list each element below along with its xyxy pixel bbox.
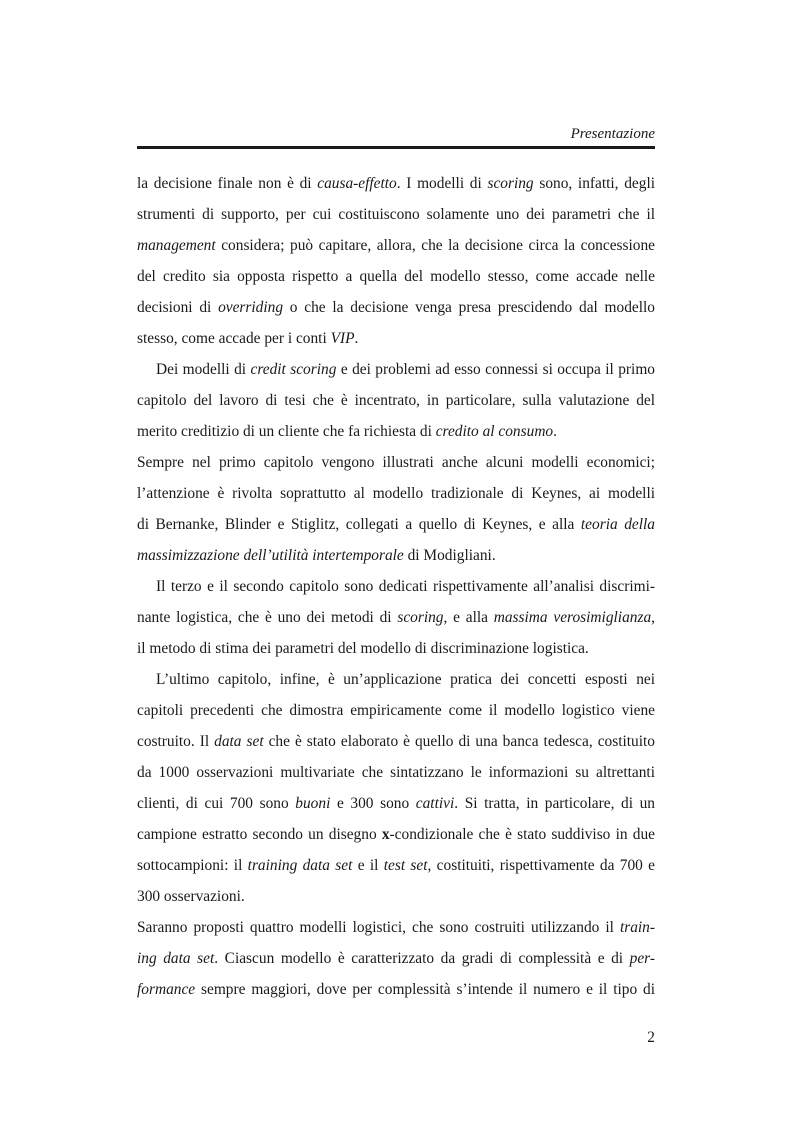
text-run: sottocampioni: il bbox=[137, 857, 248, 874]
text-run: Dei modelli di bbox=[156, 361, 251, 378]
text-run: capitolo del lavoro di tesi che è incentrato, in particolare, sulla valutazione del bbox=[137, 392, 655, 409]
text-line bbox=[156, 577, 655, 597]
text-run: campione estratto secondo un disegno bbox=[137, 826, 382, 843]
italic-text: massima verosimiglianza bbox=[493, 609, 652, 626]
italic-text: buoni bbox=[295, 795, 331, 812]
text-run: . bbox=[553, 423, 557, 440]
text-run: che è stato elaborato è quello di una banca tedesca, costituito bbox=[263, 733, 655, 750]
italic-text: data set bbox=[214, 733, 264, 750]
text-run: di Modigliani. bbox=[403, 547, 496, 564]
text-run: considera; può capitare, allora, che la decisione circa la concessione bbox=[215, 237, 655, 254]
text-run: L’ultimo capitolo, infine, è un’applicazione pratica dei concetti esposti nei bbox=[156, 671, 655, 688]
bold-text: x bbox=[381, 826, 390, 843]
text-run: da 1000 osservazioni multivariate che sintatizzano le informazioni su altrettanti bbox=[137, 764, 655, 781]
italic-text: VIP bbox=[330, 330, 355, 347]
text-run: decisioni di bbox=[137, 299, 219, 316]
text-run: e il bbox=[352, 857, 384, 874]
text-run: sono, infatti, degli bbox=[533, 175, 655, 192]
text-run: merito creditizio di un cliente che fa richiesta di bbox=[137, 423, 436, 440]
text-run: 300 osservazioni. bbox=[137, 888, 245, 905]
text-run: . Ciascun modello è caratterizzato da gradi di complessità e di bbox=[214, 950, 630, 967]
text-line bbox=[137, 639, 655, 659]
text-run: il metodo di stima dei parametri del modello di discriminazione logistica. bbox=[137, 640, 589, 657]
text-line bbox=[137, 608, 655, 628]
italic-text: test set bbox=[383, 857, 428, 874]
italic-text: scoring bbox=[487, 175, 534, 192]
italic-text: per- bbox=[629, 950, 655, 967]
text-run: , costituiti, rispettivamente da 700 e bbox=[427, 857, 655, 874]
italic-text: credit scoring bbox=[250, 361, 337, 378]
text-run: sempre maggiori, dove per complessità s’intende il numero e il tipo di bbox=[195, 981, 655, 998]
text-line bbox=[156, 360, 655, 380]
italic-text: ing data set bbox=[137, 950, 215, 967]
text-line bbox=[137, 794, 655, 814]
text-run: di Bernanke, Blinder e Stiglitz, collegati a quello di Keynes, e alla bbox=[137, 516, 581, 533]
text-line bbox=[137, 391, 655, 411]
text-line bbox=[137, 980, 655, 1000]
text-line bbox=[137, 949, 655, 969]
italic-text: overriding bbox=[218, 299, 284, 316]
text-line bbox=[137, 422, 655, 442]
text-line bbox=[137, 825, 655, 845]
italic-text: teoria della bbox=[580, 516, 655, 533]
text-run: strumenti di supporto, per cui costituiscono solamente uno dei parametri che il bbox=[137, 206, 655, 223]
text-run: Saranno proposti quattro modelli logistici, che sono costruiti utilizzando il bbox=[137, 919, 620, 936]
text-line bbox=[137, 732, 655, 752]
text-line bbox=[137, 236, 655, 256]
text-line bbox=[137, 484, 655, 504]
text-run: costruito. Il bbox=[137, 733, 215, 750]
text-run: -condizionale che è stato suddiviso in due bbox=[389, 826, 655, 843]
text-line bbox=[137, 887, 655, 907]
text-line bbox=[137, 918, 655, 938]
text-run: del credito sia opposta rispetto a quella del modello stesso, come accade nelle bbox=[137, 268, 655, 285]
italic-text: causa-effetto bbox=[317, 175, 397, 192]
text-run: stesso, come accade per i conti bbox=[137, 330, 331, 347]
running-head-title: Presentazione bbox=[570, 126, 655, 142]
text-line bbox=[137, 329, 655, 349]
text-line bbox=[137, 267, 655, 287]
text-run: nante logistica, che è uno dei metodi di bbox=[137, 609, 398, 626]
text-line bbox=[137, 174, 655, 194]
text-line bbox=[137, 856, 655, 876]
text-run: o che la decisione venga presa prescidendo dal modello bbox=[283, 299, 656, 316]
text-run: . I modelli di bbox=[396, 175, 488, 192]
text-run: Il terzo e il secondo capitolo sono dedicati rispettivamente all’analisi discrimi- bbox=[156, 578, 655, 595]
text-line bbox=[137, 298, 655, 318]
text-line bbox=[137, 205, 655, 225]
text-run: la decisione finale non è di bbox=[137, 175, 318, 192]
text-run: e 300 sono bbox=[330, 795, 416, 812]
header-rule bbox=[137, 146, 655, 149]
italic-text: cattivi bbox=[415, 795, 455, 812]
italic-text: scoring bbox=[397, 609, 444, 626]
text-line bbox=[137, 453, 655, 473]
text-line bbox=[137, 701, 655, 721]
text-run: Sempre nel primo capitolo vengono illustrati anche alcuni modelli economici; bbox=[137, 454, 655, 471]
text-run: clienti, di cui 700 sono bbox=[137, 795, 296, 812]
text-line bbox=[137, 546, 655, 566]
page-number: 2 bbox=[647, 1029, 655, 1046]
italic-text: train- bbox=[619, 919, 655, 936]
text-run: capitoli precedenti che dimostra empiricamente come il modello logistico viene bbox=[137, 702, 655, 719]
text-line bbox=[137, 515, 655, 535]
italic-text: training data set bbox=[247, 857, 353, 874]
italic-text: formance bbox=[137, 981, 196, 998]
text-run: , bbox=[651, 609, 655, 626]
text-line bbox=[137, 763, 655, 783]
text-line bbox=[156, 670, 655, 690]
italic-text: credito al consumo bbox=[435, 423, 554, 440]
italic-text: massimizzazione dell’utilità intertemporale bbox=[137, 547, 404, 564]
italic-text: management bbox=[137, 237, 216, 254]
text-run: e dei problemi ad esso connessi si occupa il primo bbox=[336, 361, 655, 378]
text-run: . bbox=[354, 330, 359, 347]
text-run: l’attenzione è rivolta soprattutto al modello tradizionale di Keynes, ai modelli bbox=[137, 485, 655, 502]
text-run: , e alla bbox=[443, 609, 494, 626]
text-run: . Si tratta, in particolare, di un bbox=[454, 795, 655, 812]
